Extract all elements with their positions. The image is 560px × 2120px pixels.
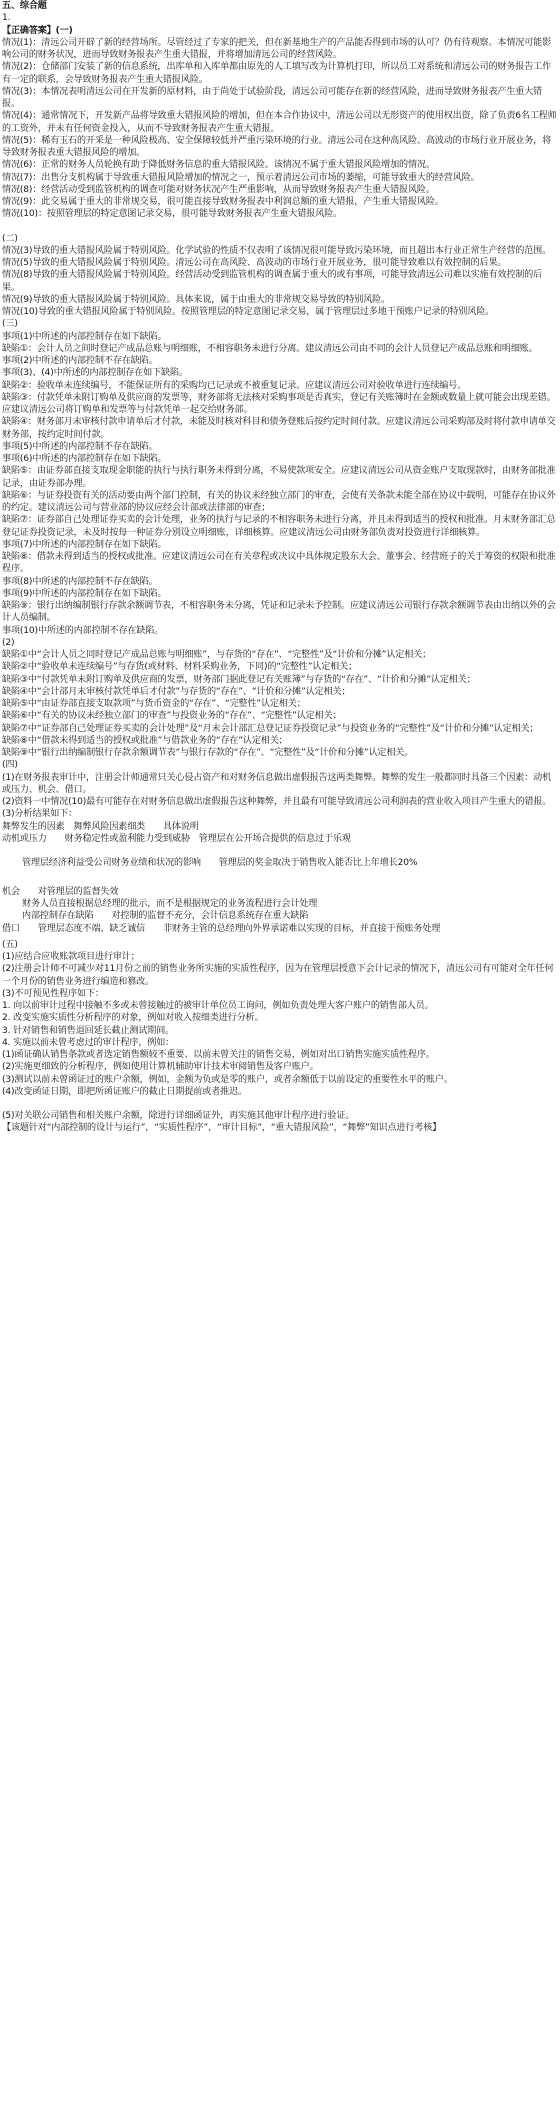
table-header: 舞弊发生的因素 舞弊风险因素细类 具体说明	[2, 821, 199, 832]
paragraph: 情况(5)导致的重大错报风险属于特别风险。清远公司在高风险、高波动的市场行业开展业务，很可能导致难以有效控制的后果。	[2, 258, 507, 268]
list-item: (4)改变函证日期，即把所函证账户的截止日期提前或者推迟。	[2, 1086, 247, 1097]
list-item: 3. 针对销售和销售退回延长截止测试期间。	[2, 1025, 175, 1036]
paragraph: 缺陷②中“验收单未连续编号”与存货(或材料、材料采购业务，下同)的“完整性”认定相关；	[2, 662, 358, 673]
question-number: 1.	[2, 13, 11, 24]
paragraph: 缺陷③中“付款凭单未附订购单及供应商的发票，财务部门据此登记有关账簿”与存货的“存在”、“计价和分摊”认定相关；	[2, 674, 476, 685]
paragraph: 缺陷⑨中“银行出纳编制银行存款余额调节表”与银行存款的“存在”、“完整性”及“计价和分摊”认定相关。	[2, 748, 414, 758]
paragraph: 情况(5)：稀有玉石的开采是一种风险极高、安全保障较低并严重污染环境的行业。清远公司在这种高风险、高波动的市场行业开展业务，将导致财务报表重大错报风险的增加。	[2, 135, 552, 158]
paragraph: 事项(3)、(4)中所述的内部控制存在如下缺陷。	[2, 368, 188, 379]
list-item: 1. 向以前审计过程中接触不多或未曾接触过的被审计单位员工询问，例如负责处理大客户账户的销售部人员。	[2, 1001, 434, 1011]
paragraph: 缺陷③：付款凭单未附订购单及供应商的发票等，财务部将无法核对采购事项是否真实，登记有关账簿时在金额或数量上就可能会出现差错。应建议清远公司将订购单和发票等与付款凭单一起交给财务部。	[2, 392, 556, 415]
paragraph: 情况(6)：正常的财务人员轮换有助于降低财务信息的重大错报风险。该情况不属于重大错报风险增加的情况。	[2, 160, 435, 171]
paragraph: 情况(3)导致的重大错报风险属于特别风险。化学试验的性质不仅表明了该情况很可能导致污染环境，而且超出本行业正常生产经营的范围。	[2, 245, 552, 256]
spacer	[2, 870, 558, 882]
paragraph: 事项(10)中所述的内部控制不存在缺陷。	[2, 625, 164, 636]
paragraph: 情况(9)导致的重大错报风险属于特别风险。具体来说，属于由重大的非常规交易导致的特别风险。	[2, 294, 391, 305]
paragraph: 情况(4)：通常情况下，开发新产品将导致重大错报风险的增加，但在本合作协议中，清远公司以无形资产的使用权出资，除了负责6名工程师的工资外，并未有任何资金投入，从而不导致财务报表产生重大错报。	[2, 111, 557, 134]
paragraph: 情况(3)：本情况表明清远公司在开发新的原材料，由于尚处于试验阶段，清远公司可能存在新的经营风险，进而导致财务报表产生重大错报。	[2, 86, 543, 109]
list-item: (3)测试以前未曾函证过的账户余额，例如，金额为负或是零的账户，或者余额低于以前设定的重要性水平的账户。	[2, 1074, 453, 1085]
paragraph: 情况(10)导致的重大错报风险属于特别风险。按照管理层的特定意图记录交易，属于管理层过多地干预账户记录的特别风险。	[2, 307, 495, 317]
paragraph: (3)不可预见性程序如下：	[2, 988, 104, 999]
paragraph: 事项(8)中所述的内部控制不存在缺陷。	[2, 576, 158, 587]
paragraph: 缺陷⑦中“证券部自己处理证券买卖的会计处理”及“月末会计部汇总登记证券投资记录”与投资业务的“完整性”及“计价和分摊”认定相关；	[2, 723, 539, 734]
subsection-heading: (三)	[2, 319, 18, 330]
table-row: 内部控制存在缺陷 对控制的监督不充分，会计信息系统存在重大缺陷	[22, 911, 309, 922]
paragraph: (3)分析结果如下：	[2, 809, 78, 820]
knowledge-point-note: 【该题针对“内部控制的设计与运行”，“实质性程序”，“审计目标”，“重大错报风险”，“舞弊”知识点进行考核】	[2, 1123, 442, 1134]
table-row: 借口 管理层态度不端、缺乏诚信 非财务主管的总经理向外界承诺难以实现的目标，并直接干预账务处理	[2, 923, 441, 934]
paragraph: 情况(8)导致的重大错报风险属于特别风险。经营活动受到监管机构的调查属于重大的或有事项，可能导致清远公司难以实施有效控制的后果。	[2, 270, 543, 293]
paragraph: 事项(1)中所述的内部控制存在如下缺陷。	[2, 331, 167, 342]
paragraph: 缺陷⑥：与证券投资有关的活动要由两个部门控制，有关的协议未经独立部门的审查，会使有关条款未能全部在协议中载明，可能存在协议外的约定。建议清远公司与营业部的协议应经会计部或法律部的审查；	[2, 490, 556, 513]
paragraph: 缺陷⑤：由证券部直接支取现金职能的执行与执行职务未得到分离，不易使款项安全。应建议清远公司从资金账户支取现款时，由财务部批准记录，由证券部办理。	[2, 466, 556, 489]
paragraph: 情况(1)：清远公司开辟了新的经营场所。尽管经过了专家的把关，但在新基地生产的产品能否得到市场的认可？仍有待观察。本情况可能影响公司的财务状况，进而导致财务报表产生重大错报，并将增加清远公司的经营风险。	[2, 37, 552, 60]
subsection-heading: (四)	[2, 760, 18, 771]
paragraph: 情况(8)：经营活动受到监管机构的调查可能对财务状况产生严重影响，从而导致财务报表产生重大错报风险。	[2, 184, 435, 195]
paragraph: 缺陷④：财务部月末审核付款申请单后才付款，未能及时核对科目和债务登账后按约定时间付款。应建议清远公司采购部及时将付款申请单交财务部，按约定时间付款。	[2, 417, 556, 440]
paragraph: 事项(5)中所述的内部控制不存在缺陷。	[2, 441, 158, 452]
paragraph: 情况(10)：按照管理层的特定意图记录交易，很可能导致财务报表产生重大错报风险。	[2, 209, 343, 220]
subsection-heading: (2)	[2, 637, 15, 648]
paragraph: 缺陷⑨：银行出纳编制银行存款余额调节表，不相容职务未分离，凭证和记录未予控制。应建议清远公司银行存款余额调节表由出纳以外的会计人员编制。	[2, 601, 556, 624]
table-row: 管理层经济利益受公司财务业绩和状况的影响 管理层的奖金取决于销售收入能否比上年增长20%	[22, 858, 418, 869]
list-item: 4. 实施以前未曾考虑过的审计程序，例如：	[2, 1037, 175, 1048]
paragraph: (1)应结合应收账款项目进行审计；	[2, 952, 140, 962]
paragraph: (1)在财务报表审计中，注册会计师通常只关心侵占资产和对财务信息做出虚假报告这两类舞弊。舞弊的发生一般都同时具备三个因素：动机或压力、机会、借口。	[2, 772, 552, 795]
section-heading: 五、综合题	[2, 1, 47, 11]
paragraph: 缺陷④中“会计部月末审核付款凭单后才付款”与存货的“存在”、“计价和分摊”认定相关；	[2, 686, 351, 697]
paragraph: 情况(2)：仓储部门安装了新的信息系统，出库单和入库单都由原先的人工填写改为计算机打印，所以员工对系统和清远公司的财务报告工作有一定的联系，会导致财务报表产生重大错报风险。	[2, 62, 552, 85]
paragraph: (5)对关联公司销售和相关账户余额，除进行详细函证外，再实施其他审计程序进行验证。	[2, 1111, 355, 1121]
paragraph: (2)注册会计师不可减少对11月份之前的销售业务所实施的实质性程序，因为在管理层授意下会计记录的情况下，清远公司有可能对全年任何一个月份的销售业务进行编造和篡改。	[2, 964, 554, 987]
table-row: 财务人员直接根据总经理的批示，而不是根据规定的业务流程进行会计处理	[22, 899, 318, 909]
paragraph: 缺陷⑧：借款未得到适当的授权或批准。应建议清远公司在有关章程或决议中具体规定股东大会、董事会、经营班子的关于筹资的权限和批准程序。	[2, 552, 556, 575]
paragraph: 情况(7)：出售分支机构属于导致重大错报风险增加的情况之一，预示着清远公司市场的萎缩，可能导致重大的经营风险。	[2, 172, 480, 183]
paragraph: 事项(6)中所述的内部控制存在如下缺陷。	[2, 454, 167, 464]
paragraph: 缺陷①中“会计人员之同时登记产成品总账与明细账”，与存货的“存在”、“完整性”及“计价和分摊”认定相关；	[2, 650, 432, 660]
list-item: (2)实施更细致的分析程序，例如使用计算机辅助审计技术审阅销售及客户账户。	[2, 1062, 319, 1073]
paragraph: 事项(9)中所述的内部控制存在如下缺陷。	[2, 588, 167, 599]
paragraph: 情况(9)：此交易属于重大的非常规交易，很可能直接导致财务报表中利润总额的重大错报，产生重大错报风险。	[2, 197, 444, 207]
subsection-heading: (五)	[2, 939, 18, 950]
list-item: 2. 改变实施实质性分析程序的对象，例如对收入按细类进行分析。	[2, 1013, 264, 1024]
paragraph: 缺陷⑦：证券部自己处理证券买卖的会计处理，业务的执行与记录的不相容职务未进行分离，并且未得到适当的授权和批准。月末财务部汇总登记证券投资记录，未及时按每一种证券分别设立明细账，详细核算。应建议清远公司由财务部负责对投资进行详细核算。	[2, 515, 556, 538]
spacer	[2, 845, 558, 857]
paragraph: 事项(7)中所述的内部控制存在如下缺陷。	[2, 539, 167, 550]
answer-heading: 【正确答案】(一)	[2, 25, 73, 36]
subsection-heading: (二)	[2, 233, 18, 244]
paragraph: 事项(2)中所述的内部控制不存在缺陷。	[2, 356, 158, 366]
list-item: (1)函证确认销售条款或者选定销售额较不重要、以前未曾关注的销售交易，例如对出口销售实施实质性程序。	[2, 1050, 435, 1060]
paragraph: 缺陷②：验收单未连续编号，不能保证所有的采购均已记录或不被重复记录。应建议清远公司对验收单进行连续编号。	[2, 380, 467, 391]
paragraph: 缺陷⑧中“借款未得到适当的授权或批准”与借款业务的“存在”认定相关；	[2, 735, 288, 746]
table-row: 动机或压力 财务稳定性或盈利能力受到威胁 管理层在公开场合提供的信息过于乐观	[2, 833, 351, 844]
paragraph: 缺陷⑤中“由证券部直接支取款项”与货币资金的“存在”、“完整性”认定相关；	[2, 699, 306, 709]
paragraph: 缺陷①：会计人员之间时登记产成品总账与明细账，不相容职务未进行分离。建议清远公司由不同的会计人员登记产成品总账和明细账。	[2, 343, 538, 354]
paragraph: (2)资料一中情况(10)最有可能存在对财务信息做出虚假报告这种舞弊，并且最有可能导致清远公司利润表的营业收入项目产生重大的错报。	[2, 797, 552, 807]
paragraph: 缺陷⑥中“有关的协议未经独立部门的审查”与投资业务的“存在”、“完整性”认定相关；	[2, 711, 342, 722]
table-row: 机会 对管理层的监督失效	[2, 886, 119, 897]
